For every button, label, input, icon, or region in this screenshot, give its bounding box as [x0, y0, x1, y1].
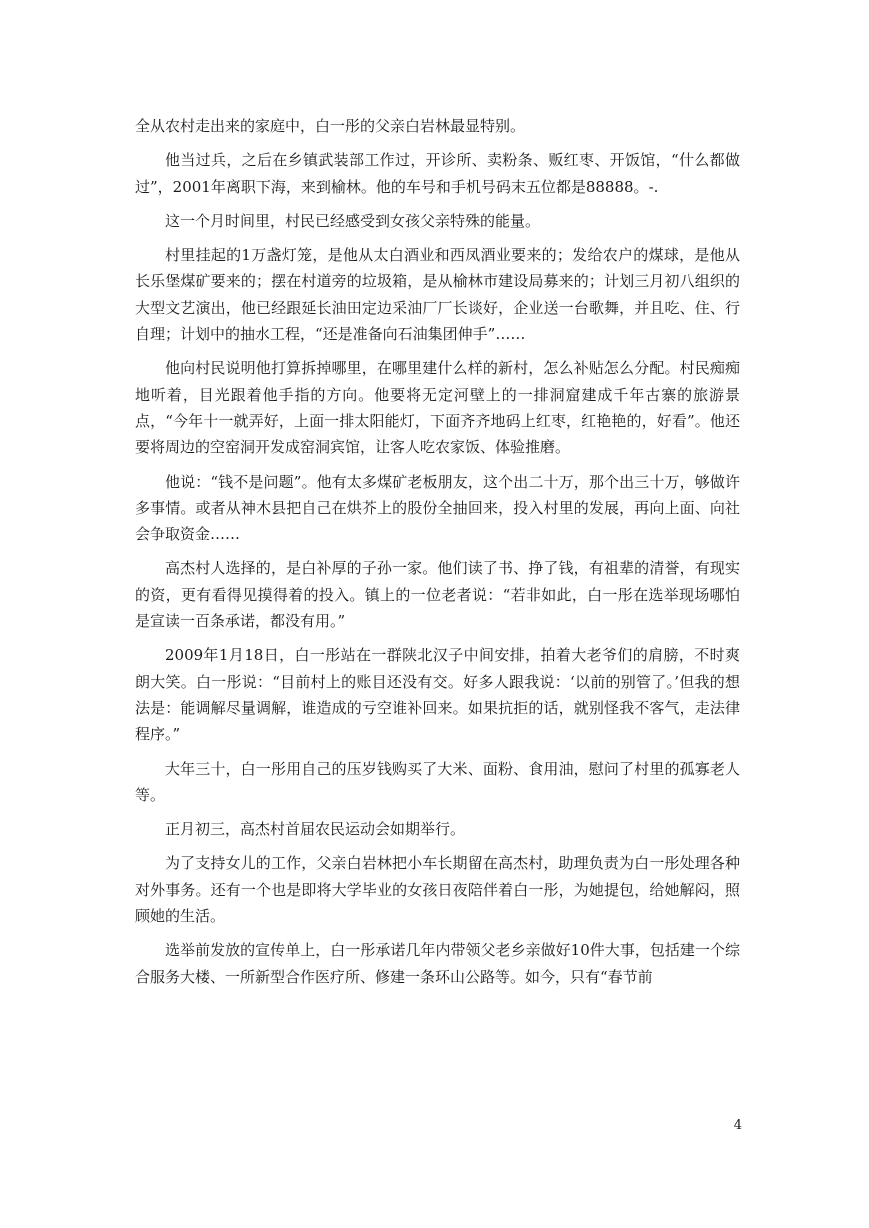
paragraph: 为了支持女儿的工作，父亲白岩林把小车长期留在高杰村，助理负责为白一彤处理各种对外事务。还有一个也是即将大学毕业的女孩日夜陪伴着白一彤，为她提包，给她解闷，照顾她的生活。	[135, 854, 740, 926]
paragraph: 选举前发放的宣传单上，白一彤承诺几年内带领父老乡亲做好10件大事，包括建一个综合服务大楼、一所新型合作医疗所、修建一条环山公路等。如今，只有“春节前	[135, 941, 740, 986]
paragraph: 他当过兵，之后在乡镇武装部工作过，开诊所、卖粉条、贩红枣、开饭馆，“什么都做过”，2001年离职下海，来到榆林。他的车号和手机号码末五位都是88888。-.	[135, 151, 740, 196]
paragraph: 他说：“钱不是问题”。他有太多煤矿老板朋友，这个出二十万，那个出三十万，够做许多事情。或者从神木县把自己在烘芥上的股份全抽回来，投入村里的发展，再向上面、向社会争取资金……	[135, 472, 740, 544]
article-body	[135, 113, 740, 998]
paragraph: 这一个月时间里，村民已经感受到女孩父亲特殊的能量。	[165, 211, 541, 230]
paragraph: 村里挂起的1万盏灯笼，是他从太白酒业和西凤酒业要来的；发给农户的煤球，是他从长乐堡煤矿要来的；摆在村道旁的垃圾箱，是从榆林市建设局募来的；计划三月初八组织的大型文艺演出，他已经跟延长油田定边采油厂厂长谈好，企业送一台歌舞，并且吃、住、行自理；计划中的抽水工程，“还是准备向石油集团伸手”……	[135, 246, 740, 344]
page-number: 4	[733, 1118, 742, 1133]
paragraph: 全从农村走出来的家庭中，白一彤的父亲白岩林最显特别。	[135, 117, 526, 135]
paragraph: 高杰村人选择的，是白补厚的子孙一家。他们读了书、挣了钱，有祖辈的清誉，有现实的资，更有看得见摸得着的投入。镇上的一位老者说：“若非如此，白一彤在选举现场哪怕是宣读一百条承诺，都没有用。”	[135, 559, 740, 631]
paragraph: 他向村民说明他打算拆掉哪里，在哪里建什么样的新村，怎么补贴怎么分配。村民痴痴地听着，目光跟着他手指的方向。他要将无定河壁上的一排洞窟建成千年古寨的旅游景点，“今年十一就弄好，上面一排太阳能灯，下面齐齐地码上红枣，红艳艳的，好看”。他还要将周边的空窑洞开发成窑洞宾馆，让客人吃农家饭、体验推磨。	[135, 359, 740, 457]
paragraph: 正月初三，高杰村首届农民运动会如期举行。	[165, 820, 466, 839]
paragraph: 2009年1月18日，白一彤站在一群陕北汉子中间安排，拍着大老爷们的肩膀，不时爽朗大笑。白一彤说：“目前村上的账目还没有交。好多人跟我说：‘以前的别管了。’但我的想法是：能调解尽量调解，谁造成的亏空谁补回来。如果抗拒的话，就别怪我不客气，走法律程序。”	[135, 646, 740, 744]
paragraph: 大年三十，白一彤用自己的压岁钱购买了大米、面粉、食用油，慰问了村里的孤寡老人等。	[135, 759, 740, 804]
